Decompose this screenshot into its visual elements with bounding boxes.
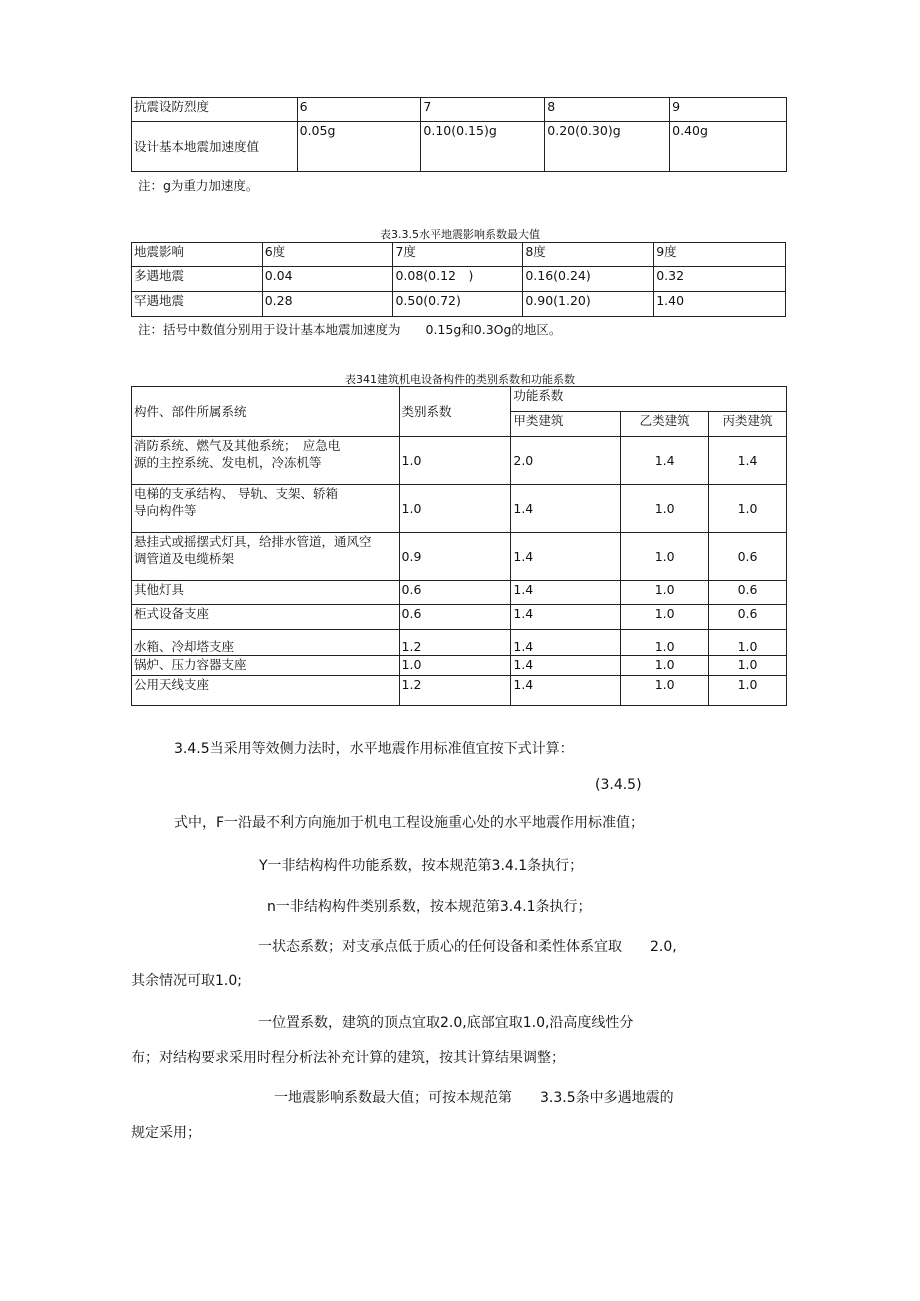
table-cell: 公用天线支座 [132,676,400,706]
table-cell: 1.40 [654,292,786,317]
table-cell: 1.4 [511,630,621,656]
table-cell: 0.04 [262,267,393,292]
table-cell: 0.6 [709,605,787,630]
table-cell [132,437,400,485]
table-cell: 水箱、冷却塔支座 [132,630,400,656]
table-cell: 1.4 [511,605,621,630]
table-cell: 0.08(0.12 ) [393,267,523,292]
table-cell [132,485,400,533]
table-cell: 1.0 [621,485,709,533]
table-cell: 柜式设备支座 [132,605,400,630]
table-cell: 1.4 [511,485,621,533]
param-position-line1: 一位置系数，建筑的顶点宜取2.0,底部宜取1.0,沿高度线性分 [258,1015,634,1031]
table-cell: 地震影响 [132,243,263,267]
table-row [132,533,787,581]
equation-number: (3.4.5) [595,777,642,793]
cell-line: 悬挂式或摇摆式灯具，给排水管道，通风空 [134,534,372,549]
table-cell: 1.4 [511,676,621,706]
table-cell: 0.50(0.72) [393,292,523,317]
table-cell: 0.32 [654,267,786,292]
table-row [132,98,787,122]
cell-line: 源的主控系统、发电机，冷冻机等 [134,455,322,470]
table-row [132,676,787,706]
table-cell: 1.2 [399,676,511,706]
table-cell: 1.4 [511,656,621,676]
param-f: 式中，F一沿最不利方向施加于机电工程设施重心处的水平地震作用标准值； [174,815,645,831]
table1-note: 注：g为重力加速度。 [138,178,259,193]
table-cell: 0.6 [399,581,511,605]
table-cell: 1.0 [621,630,709,656]
table-row [132,630,787,656]
table-cell: 1.0 [709,485,787,533]
table-row [132,267,786,292]
table-cell: 1.0 [709,656,787,676]
table-cell: 1.4 [709,437,787,485]
table-cell: 8 [545,98,670,122]
table-cell: 0.6 [709,581,787,605]
table-cell: 2.0 [511,437,621,485]
table-cell: 其他灯具 [132,581,400,605]
table2-caption: 表3.3.5水平地震影响系数最大值 [380,228,540,241]
table-cell: 0.90(1.20) [523,292,654,317]
table-cell: 9 [670,98,787,122]
table-row [132,122,787,172]
table-cell: 1.0 [709,676,787,706]
table-row [132,292,786,317]
param-position-line2: 布；对结构要求采用时程分析法补充计算的建筑，按其计算结果调整； [131,1050,565,1066]
table-cell: 7 [421,98,545,122]
header-function: 功能系数 [511,387,787,412]
table-cell: 1.0 [399,485,511,533]
table-cell: 锅炉、压力容器支座 [132,656,400,676]
table-cell: 0.16(0.24) [523,267,654,292]
table-row [132,387,787,412]
table3-caption: 表341建筑机电设备构件的类别系数和功能系数 [345,373,575,386]
table-cell: 1.0 [621,533,709,581]
header-category: 类别系数 [399,387,511,437]
seismic-coefficient-table [131,242,786,317]
param-state-line2: 其余情况可取1.0; [131,973,242,989]
table-cell: 抗震设防烈度 [132,98,298,122]
table-cell: 1.0 [709,630,787,656]
table-cell: 0.40g [670,122,787,172]
table-cell: 1.0 [621,605,709,630]
table-cell: 1.0 [621,581,709,605]
table-row [132,656,787,676]
table-cell: 6 [297,98,421,122]
table-cell: 1.2 [399,630,511,656]
table-cell: 0.9 [399,533,511,581]
table-cell: 8度 [523,243,654,267]
param-alpha-line2: 规定采用； [131,1125,201,1141]
table-cell: 0.05g [297,122,421,172]
cell-line: 调管道及电缆桥架 [134,551,235,566]
clause-3-4-5: 3.4.5当采用等效侧力法时，水平地震作用标准值宜按下式计算： [174,741,574,757]
table-row [132,437,787,485]
param-state-line1: 一状态系数；对支承点低于质心的任何设备和柔性体系宜取 2.0, [258,939,677,955]
param-y: Y一非结构构件功能系数，按本规范第3.4.1条执行； [259,858,584,874]
table-row [132,605,787,630]
table-cell: 0.10(0.15)g [421,122,545,172]
table-cell: 0.28 [262,292,393,317]
table-cell: 设计基本地震加速度值 [132,122,298,172]
table-cell [132,533,400,581]
header-class-c: 丙类建筑 [709,412,787,437]
table-row [132,581,787,605]
param-n: n一非结构构件类别系数，按本规范第3.4.1条执行； [267,899,592,915]
param-alpha-line1: 一地震影响系数最大值；可按本规范第 3.3.5条中多遇地震的 [274,1090,674,1106]
table-cell: 9度 [654,243,786,267]
table-cell: 7度 [393,243,523,267]
table-cell: 罕遇地震 [132,292,263,317]
table-cell: 1.0 [621,676,709,706]
table-cell: 0.6 [709,533,787,581]
table-row [132,485,787,533]
equipment-coefficient-table [131,386,787,706]
table-cell: 0.6 [399,605,511,630]
table-cell: 1.4 [621,437,709,485]
table-cell: 1.4 [511,581,621,605]
table2-note: 注：括号中数值分别用于设计基本地震加速度为 0.15g和0.3Og的地区。 [138,322,562,337]
table-cell: 1.0 [621,656,709,676]
table-cell: 多遇地震 [132,267,263,292]
table-cell: 6度 [262,243,393,267]
cell-line: 电梯的支承结构、 导轨、支架、轿箱 [134,486,338,501]
cell-line: 导向构件等 [134,503,197,518]
intensity-table [131,97,787,172]
table-cell: 1.4 [511,533,621,581]
header-class-a: 甲类建筑 [511,412,621,437]
table-cell: 1.0 [399,656,511,676]
header-class-b: 乙类建筑 [621,412,709,437]
table-cell: 0.20(0.30)g [545,122,670,172]
header-component: 构件、部件所属系统 [132,387,400,437]
table-row [132,243,786,267]
cell-line: 消防系统、燃气及其他系统； 应急电 [134,438,341,453]
table-cell: 1.0 [399,437,511,485]
